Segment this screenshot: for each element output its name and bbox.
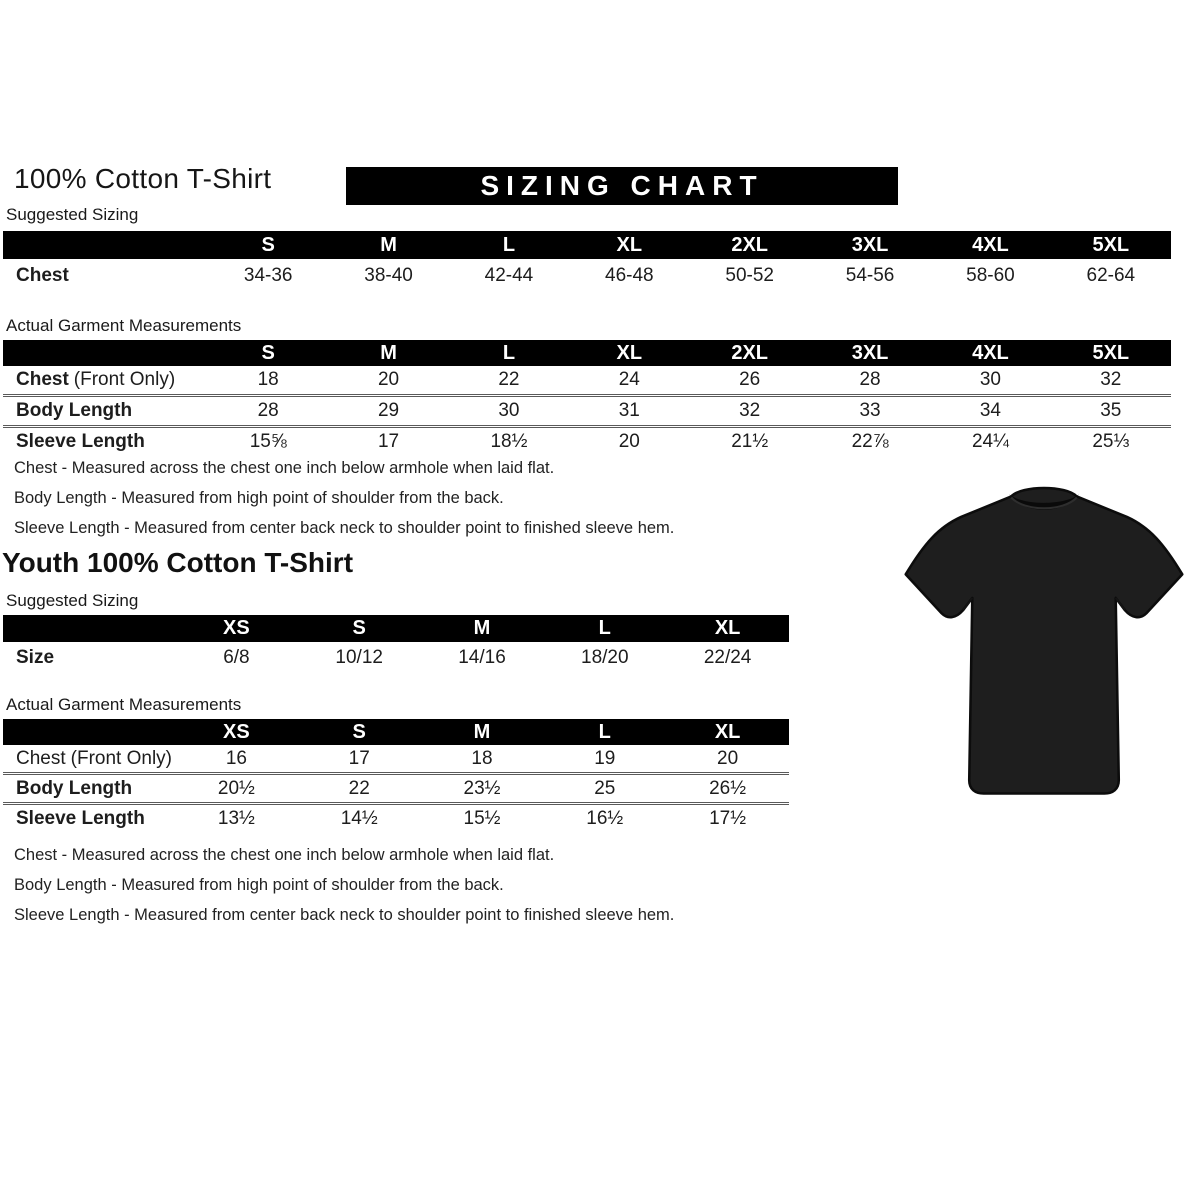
youth-suggested-table [3, 615, 789, 673]
measurement-value: 33 [859, 400, 881, 421]
youth-chest-row [3, 745, 789, 772]
adult-sleeve-length-row [3, 425, 1171, 456]
measurement-value: 25 [594, 777, 616, 799]
measurement-value: 22 [348, 777, 370, 799]
size-header-cell: S [261, 341, 275, 364]
size-header-cell: 3XL [851, 341, 889, 364]
size-header-cell: 2XL [731, 341, 769, 364]
size-header-cell: 5XL [1092, 341, 1130, 364]
note-body-length: Body Length - Measured from high point of shoulder from the back. [14, 489, 504, 507]
measurement-value: 21½ [731, 431, 769, 452]
measurement-value: 22 [498, 369, 520, 390]
size-header-cell: S [352, 617, 366, 639]
measurement-value: 18/20 [581, 646, 629, 668]
size-header-cell: XS [223, 617, 250, 639]
measurement-value: 23½ [463, 777, 501, 799]
measurement-value: 14/16 [458, 646, 506, 668]
measurement-value: 46-48 [605, 265, 654, 286]
size-header-cell: 4XL [972, 341, 1009, 364]
row-label: Size [16, 646, 55, 668]
size-header-cell: 4XL [972, 233, 1009, 256]
measurement-value: 32 [1100, 369, 1122, 390]
measurement-value: 34-36 [243, 265, 293, 286]
measurement-value: 62-64 [1086, 265, 1136, 286]
measurement-value: 20 [377, 369, 400, 390]
note-body-length: Body Length - Measured from high point of shoulder from the back. [14, 876, 504, 894]
measurement-value: 20 [618, 431, 640, 452]
size-header-cell: 3XL [851, 233, 889, 256]
measurement-value: 6/8 [223, 646, 250, 668]
size-header-cell: S [352, 720, 366, 743]
measurement-value: 26 [739, 369, 761, 390]
measurement-value: 35 [1100, 400, 1122, 421]
youth-body-length-row [3, 772, 789, 802]
note-chest: Chest - Measured across the chest one inch below armhole when laid flat. [14, 846, 555, 864]
row-label: Chest [16, 369, 69, 390]
measurement-value: 30 [498, 400, 520, 421]
size-header-cell: 5XL [1092, 233, 1130, 256]
measurement-value: 20½ [217, 777, 255, 799]
tshirt-image [890, 476, 1198, 814]
size-header-cell: L [598, 720, 611, 743]
size-header-cell: XS [223, 720, 250, 743]
measurement-value: 15⅝ [249, 431, 287, 452]
measurement-value: 22⅞ [851, 431, 889, 452]
measurement-value: 26½ [709, 777, 747, 799]
size-header-cell: M [380, 233, 397, 256]
measurement-value: 24 [618, 369, 640, 390]
adult-actual-measurements-label: Actual Garment Measurements [6, 316, 242, 335]
sizing-chart-banner [346, 167, 898, 205]
measurement-value: 29 [377, 400, 400, 421]
measurement-value: 28 [859, 369, 881, 390]
note-chest: Chest - Measured across the chest one inch below armhole when laid flat. [14, 459, 555, 477]
row-label: Body Length [16, 400, 133, 421]
size-header-cell: L [502, 233, 516, 256]
measurement-value: 25⅓ [1092, 431, 1130, 452]
banner-label: SIZING CHART [480, 170, 764, 201]
measurement-value: 17 [348, 747, 370, 769]
measurement-value: 13½ [217, 807, 255, 829]
measurement-value: 50-52 [725, 265, 774, 286]
tshirt-graphic [890, 476, 1198, 814]
adult-suggested-sizing-label: Suggested Sizing [6, 205, 139, 224]
measurement-value: 30 [979, 369, 1001, 390]
size-header-cell: S [261, 233, 275, 256]
size-header-cell: M [473, 720, 491, 743]
youth-sleeve-length-row [3, 802, 789, 832]
youth-actual-measurements-label: Actual Garment Measurements [6, 695, 242, 714]
adult-actual-table [3, 340, 1171, 456]
youth-suggested-header-row [3, 615, 789, 642]
size-header-cell: M [380, 341, 397, 364]
measurement-value: 28 [257, 400, 279, 421]
row-label: Body Length [16, 777, 133, 799]
adult-suggested-header-row [3, 231, 1171, 259]
note-sleeve-length: Sleeve Length - Measured from center back neck to shoulder point to finished sleeve hem. [14, 906, 675, 924]
youth-size-row [3, 642, 789, 673]
adult-chest-row [3, 366, 1171, 394]
row-label: Sleeve Length [16, 431, 145, 452]
adult-measurement-notes [14, 453, 674, 543]
measurement-value: 18 [257, 369, 279, 390]
youth-actual-table [3, 719, 789, 832]
youth-suggested-sizing-label: Suggested Sizing [6, 591, 139, 610]
note-sleeve-length: Sleeve Length - Measured from center back neck to shoulder point to finished sleeve hem. [14, 519, 675, 537]
measurement-value: 31 [618, 400, 640, 421]
measurement-value: 24¼ [971, 431, 1009, 452]
measurement-value: 34 [979, 400, 1001, 421]
measurement-value: 17 [377, 431, 400, 452]
row-label: Chest [16, 265, 69, 286]
adult-body-length-row [3, 394, 1171, 425]
youth-actual-header-row [3, 719, 789, 745]
measurement-value: 42-44 [484, 265, 534, 286]
measurement-value: 17½ [709, 807, 747, 829]
size-header-cell: M [473, 617, 491, 639]
adult-actual-header-row [3, 340, 1171, 366]
row-label: Sleeve Length [16, 807, 145, 829]
measurement-value: 54-56 [845, 265, 895, 286]
measurement-value: 58-60 [966, 265, 1015, 286]
measurement-value: 16 [225, 747, 247, 769]
measurement-value: 38-40 [364, 265, 413, 286]
measurement-value: 19 [594, 747, 616, 769]
row-label-suffix: (Front Only) [70, 747, 172, 769]
page-title: 100% Cotton T-Shirt [14, 163, 272, 194]
youth-section-title: Youth 100% Cotton T-Shirt [2, 547, 354, 578]
measurement-value: 32 [739, 400, 761, 421]
youth-measurement-notes [14, 840, 674, 930]
measurement-value: 20 [717, 747, 739, 769]
size-header-cell: L [502, 341, 516, 364]
measurement-value: 18½ [490, 431, 528, 452]
measurement-value: 10/12 [335, 646, 383, 668]
row-label: Chest [16, 747, 66, 769]
size-header-cell: L [598, 617, 611, 639]
adult-chest-range-row [3, 259, 1171, 293]
measurement-value: 16½ [586, 807, 624, 829]
measurement-value: 15½ [463, 807, 501, 829]
measurement-value: 18 [471, 747, 493, 769]
size-header-cell: XL [616, 341, 643, 364]
adult-suggested-table [3, 231, 1171, 293]
measurement-value: 14½ [340, 807, 378, 829]
size-header-cell: XL [616, 233, 643, 256]
row-label-suffix: (Front Only) [73, 369, 176, 390]
size-header-cell: 2XL [731, 233, 769, 256]
size-header-cell: XL [714, 720, 741, 743]
measurement-value: 22/24 [703, 646, 752, 668]
size-header-cell: XL [714, 617, 741, 639]
